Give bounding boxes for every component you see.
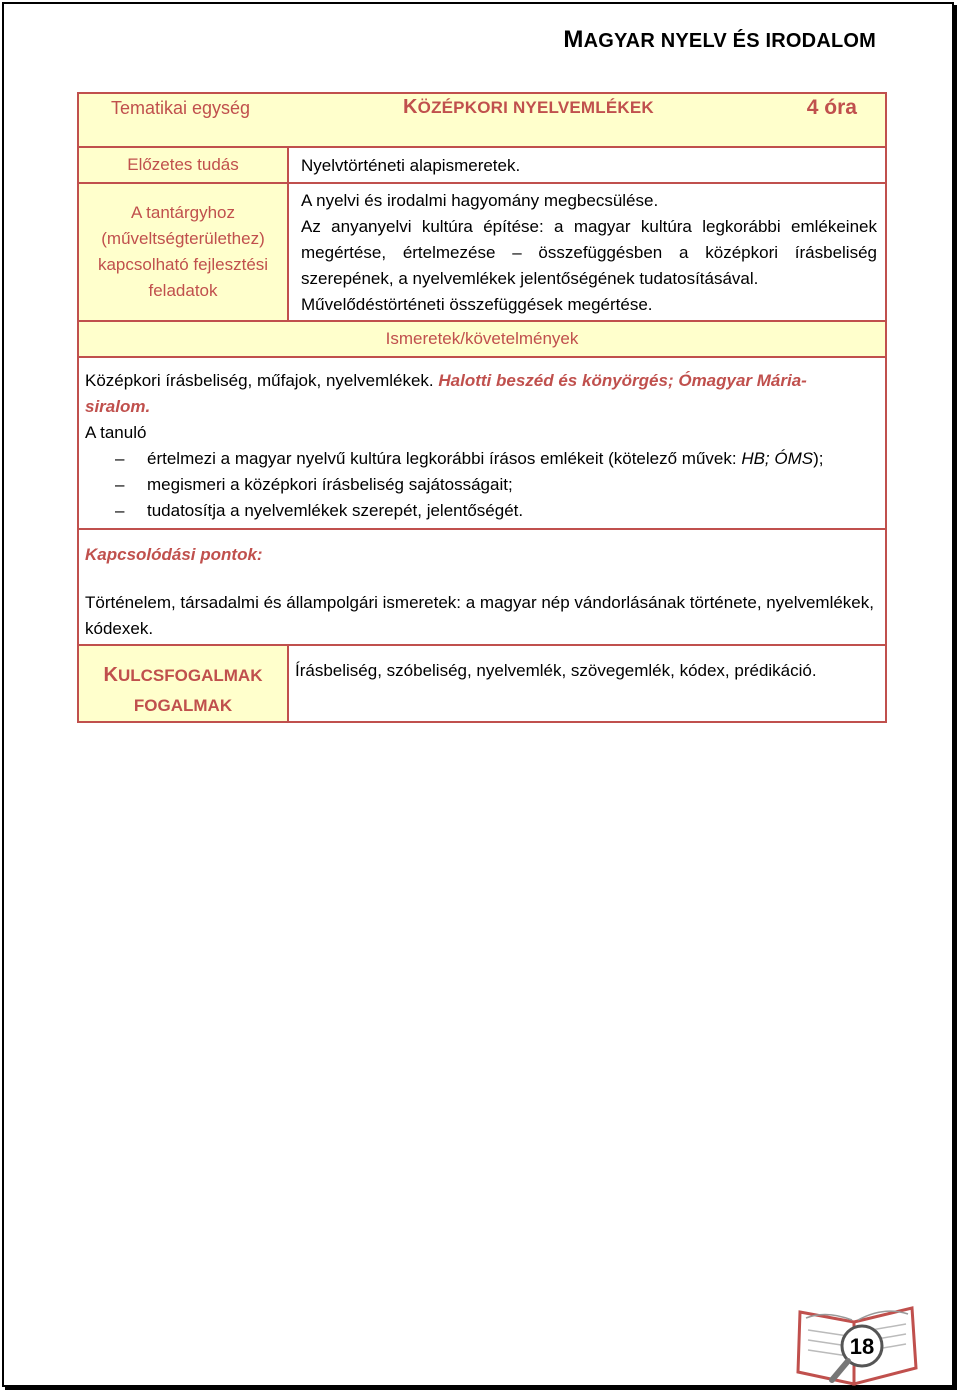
hours-label: 4 óra — [806, 95, 857, 119]
list-item: – tudatosítja a nyelvemlékek szerepét, jelentőségét. — [115, 501, 524, 520]
book-page-number-icon — [792, 1292, 922, 1392]
development-tasks-label: A tantárgyhoz (műveltségterülethez) kapcsolható fejlesztési feladatok — [78, 183, 288, 321]
row-development-tasks — [78, 183, 886, 321]
row-connections — [78, 529, 886, 645]
connections-text: Történelem, társadalmi és állampolgári ismeretek: a magyar nép vándorlásának története, nyelvemlékek, kódexek. — [85, 593, 874, 638]
prior-knowledge-label: Előzetes tudás — [78, 147, 288, 183]
page-header-title: MAGYAR NYELV ÉS IRODALOM — [563, 26, 876, 53]
row-thematic-unit — [78, 93, 886, 147]
row-knowledge-body — [78, 357, 886, 529]
knowledge-intro: Középkori írásbeliség, műfajok, nyelvemlékek. Halotti beszéd és könyörgés; Ómagyar Mária-siralom. — [85, 371, 807, 416]
prior-knowledge-text: Nyelvtörténeti alapismeretek. — [288, 147, 886, 183]
list-item: – megismeri a középkori írásbeliség sajátosságait; — [115, 475, 513, 494]
connections-label: Kapcsolódási pontok: — [85, 545, 263, 564]
knowledge-requirements-heading: Ismeretek/követelmények — [78, 321, 886, 357]
requirements-list — [85, 446, 877, 524]
thematic-unit-label: Tematikai egység — [111, 97, 251, 118]
thematic-unit-title: KÖZÉPKORI NYELVEMLÉKEK — [402, 96, 654, 118]
list-item: – értelmezi a magyar nyelvű kultúra legkorábbi írásos emlékeit (kötelező művek: HB; ÓMS); — [115, 449, 824, 468]
row-key-concepts — [78, 645, 886, 722]
curriculum-table — [77, 92, 887, 723]
row-knowledge-header — [78, 321, 886, 357]
key-concepts-text: Írásbeliség, szóbeliség, nyelvemlék, szövegemlék, kódex, prédikáció. — [288, 645, 886, 722]
row-prior-knowledge — [78, 147, 886, 183]
development-tasks-text: A nyelvi és irodalmi hagyomány megbecsülése. Az anyanyelvi kultúra építése: a magyar kultúra legkorábbi emlékeinek megértése, értelmezése – összefüggésben a középkori írásbeliség szerepének, a nyelvemlékek jelentőségének tudatosításával. Művelődéstörténeti összefüggések megértése. — [288, 183, 886, 321]
key-concepts-label: KULCSFOGALMAK FOGALMAK — [78, 645, 288, 722]
student-label: A tanuló — [85, 423, 147, 442]
page-number: 18 — [849, 1334, 875, 1359]
